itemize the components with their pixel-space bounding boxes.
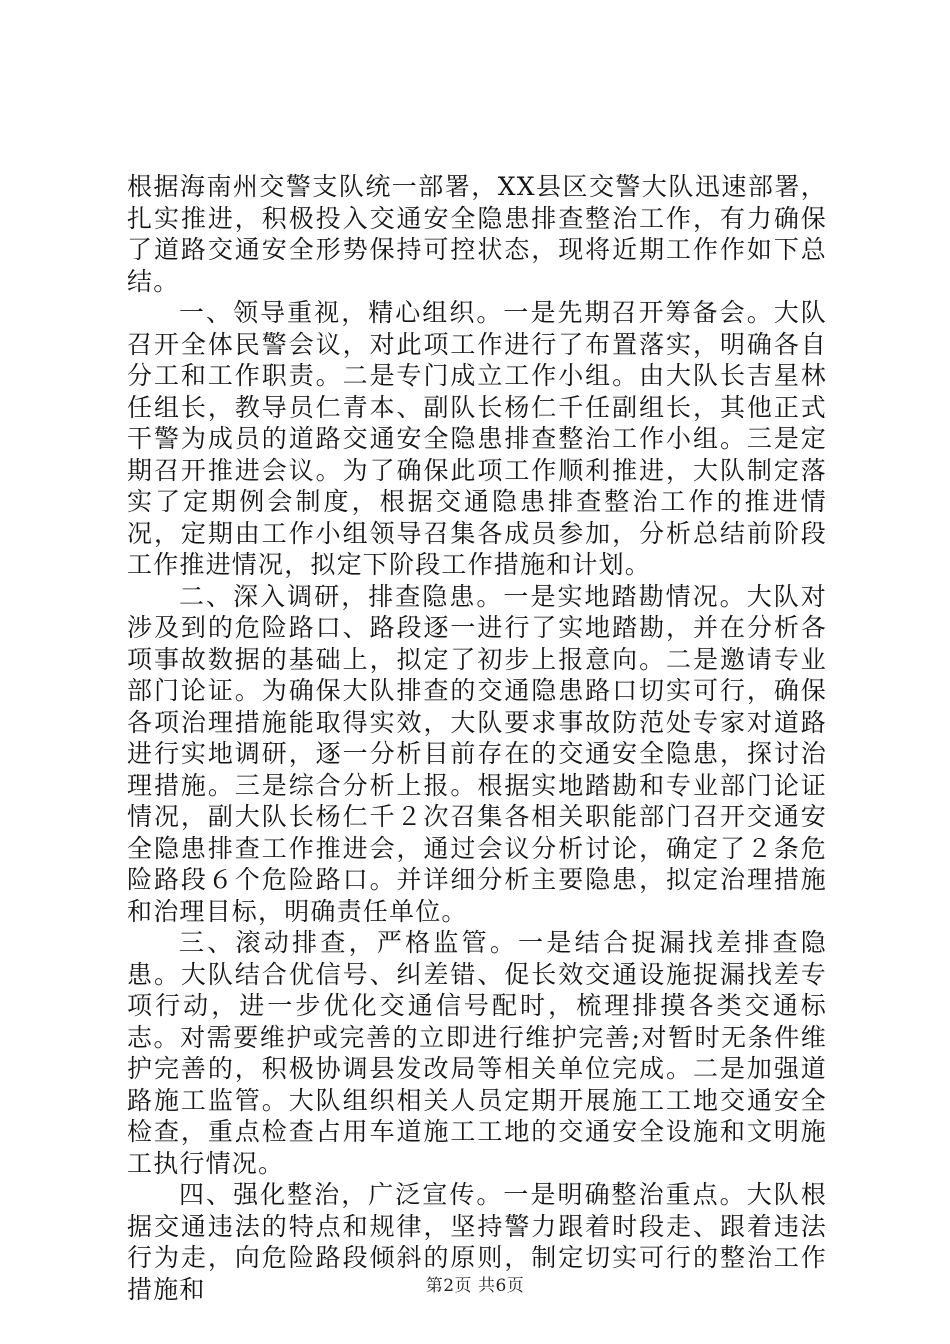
paragraph-intro: 根据海南州交警支队统一部署，XX县区交警大队迅速部署，扎实推进，积极投入交通安全隐患排查整治工作，有力确保了道路交通安全形势保持可控状态，现将近期工作作如下总结。 [127, 172, 827, 296]
paragraph-section-3: 三、滚动排查，严格监管。一是结合捉漏找差排查隐患。大队结合优信号、纠差错、促长效交通设施捉漏找差专项行动，进一步优化交通信号配时，梳理排摸各类交通标志。对需要维护或完善的立即进行维护完善;对暂时无条件维护完善的，积极协调县发改局等相关单位完成。二是加强道路施工监管。大队组织相关人员定期开展施工工地交通安全检查，重点检查占用车道施工工地的交通安全设施和文明施工执行情况。 [127, 928, 827, 1178]
document-body [127, 171, 827, 1305]
paragraph-section-1: 一、领导重视，精心组织。一是先期召开筹备会。大队召开全体民警会议，对此项工作进行了布置落实，明确各自分工和工作职责。二是专门成立工作小组。由大队长吉星林任组长，教导员仁青本、副队长杨仁千任副组长，其他正式干警为成员的道路交通安全隐患排查整治工作小组。三是定期召开推进会议。为了确保此项工作顺利推进，大队制定落实了定期例会制度，根据交通隐患排查整治工作的推进情况，定期由工作小组领导召集各成员参加，分析总结前阶段工作推进情况，拟定下阶段工作措施和计划。 [127, 298, 827, 579]
paragraph-section-4: 四、强化整治，广泛宣传。一是明确整治重点。大队根据交通违法的特点和规律，坚持警力跟着时段走、跟着违法行为走，向危险路段倾斜的原则，制定切实可行的整治工作措施和 [127, 1180, 827, 1304]
paragraph-section-2: 二、深入调研，排查隐患。一是实地踏勘情况。大队对涉及到的危险路口、路段逐一进行了实地踏勘，并在分析各项事故数据的基础上，拟定了初步上报意向。二是邀请专业部门论证。为确保大队排查的交通隐患路口切实可行，确保各项治理措施能取得实效，大队要求事故防范处专家对道路进行实地调研，逐一分析目前存在的交通安全隐患，探讨治理措施。三是综合分析上报。根据实地踏勘和专业部门论证情况，副大队长杨仁千２次召集各相关职能部门召开交通安全隐患排查工作推进会，通过会议分析讨论，确定了２条危险路段６个危险路口。并详细分析主要隐患，拟定治理措施和治理目标，明确责任单位。 [127, 581, 827, 926]
page-number-footer: 第2页 共6页 [425, 1276, 525, 1296]
